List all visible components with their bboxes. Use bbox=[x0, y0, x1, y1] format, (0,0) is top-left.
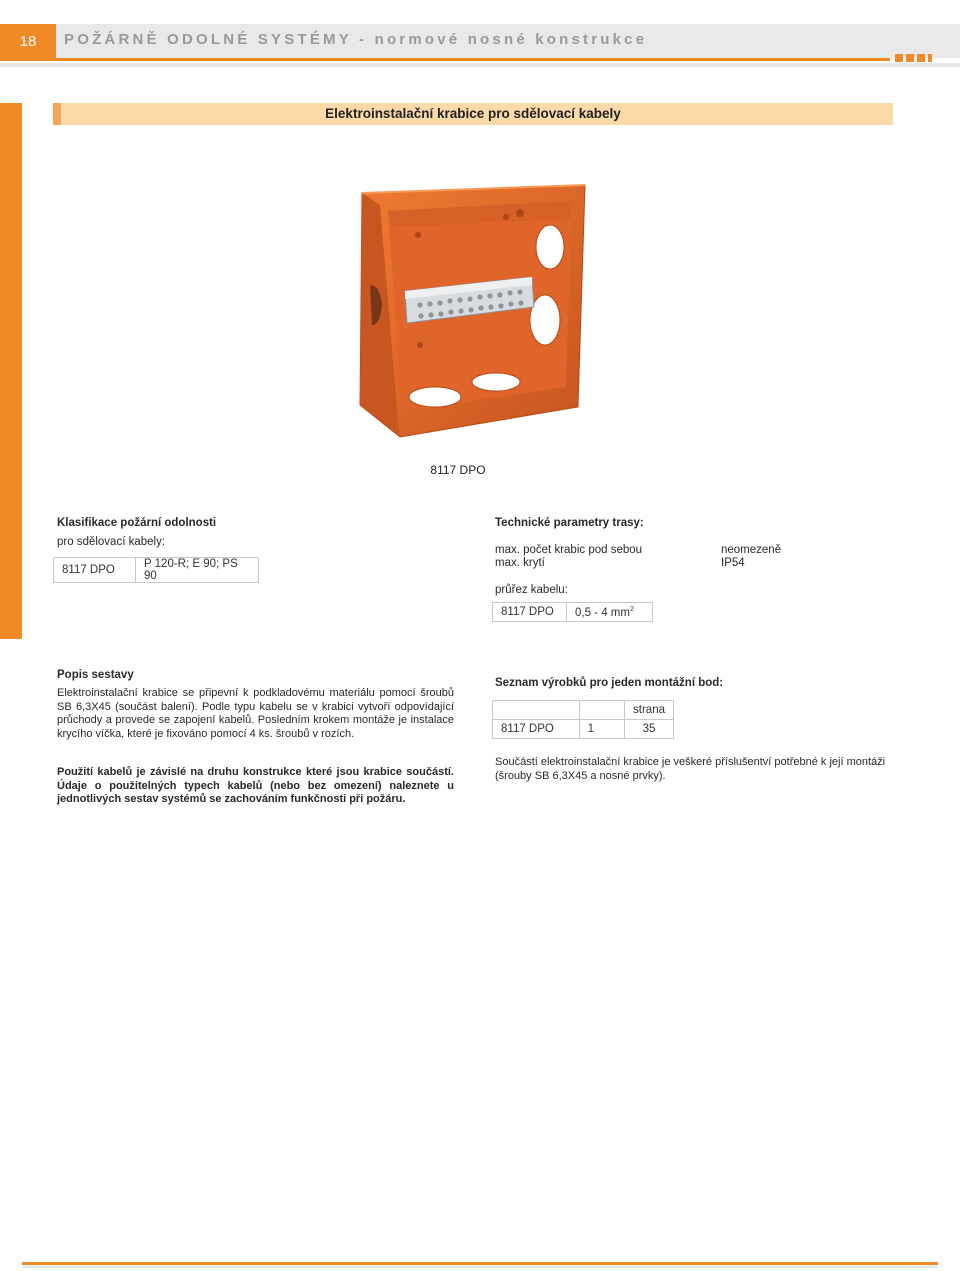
table-row bbox=[493, 603, 653, 622]
fire-class-code: 8117 DPO bbox=[54, 558, 136, 583]
cross-section-value-text: 0,5 - 4 mm bbox=[575, 606, 630, 619]
side-accent-bar bbox=[0, 103, 22, 639]
table-header-row bbox=[493, 701, 674, 720]
header-square bbox=[895, 54, 903, 62]
product-list-note: Součástí elektroinstalační krabice je veškeré příslušentví potřebné k její montáži (šrouby SB 6,3X45 a nosné prvky). bbox=[495, 756, 886, 782]
tech-param-value: neomezeně bbox=[721, 544, 782, 556]
table-row bbox=[54, 558, 259, 583]
cross-section-code: 8117 DPO bbox=[493, 603, 567, 622]
header-square bbox=[928, 54, 932, 62]
header-square bbox=[906, 54, 914, 62]
cross-section-unit-sup: 2 bbox=[629, 605, 634, 613]
fire-class-heading: Klasifikace požární odolnosti bbox=[57, 517, 217, 529]
product-caption: 8117 DPO bbox=[430, 463, 486, 477]
cross-section-table bbox=[492, 602, 653, 622]
product-qty: 1 bbox=[579, 720, 624, 739]
fire-class-value: P 120-R; E 90; PS 90 bbox=[136, 558, 259, 583]
footer-divider bbox=[22, 1262, 938, 1265]
header-cell-empty bbox=[579, 701, 624, 720]
product-code: 8117 DPO bbox=[493, 720, 580, 739]
fire-class-subheading: pro sdělovací kabely: bbox=[57, 536, 166, 548]
table-row bbox=[493, 720, 674, 739]
footer-underline bbox=[22, 1266, 938, 1268]
product-list-table bbox=[492, 700, 674, 739]
product-list-heading: Seznam výrobků pro jeden montážní bod: bbox=[495, 677, 724, 689]
cross-section-label: průřez kabelu: bbox=[495, 584, 568, 596]
page-number: 18 bbox=[0, 24, 56, 58]
description-text: Elektroinstalační krabice se připevní k podkladovému materiálu pomocí šroubů SB 6,3X45 (součást balení). Podle typu kabelu se v krabici vytvoří odpovídající průchody a provede se zapojení kabelů. Posledním krokem montáže je instalace krycího víčka, které je fixováno pomocí 4 ks. šroubů v rozích. bbox=[57, 687, 454, 740]
cross-section-value bbox=[567, 603, 653, 622]
product-page: 35 bbox=[625, 720, 674, 739]
tech-param-value: IP54 bbox=[721, 557, 745, 569]
header-square bbox=[917, 54, 925, 62]
tech-param-label: max. počet krabic pod sebou bbox=[495, 544, 643, 556]
header-cell-empty bbox=[493, 701, 580, 720]
header-divider bbox=[0, 58, 890, 61]
header-underline bbox=[0, 63, 960, 67]
tech-param-label: max. krytí bbox=[495, 557, 545, 569]
header-title: POŽÁRNĚ ODOLNÉ SYSTÉMY - normové nosné konstrukce bbox=[64, 31, 648, 48]
header-cell-page: strana bbox=[625, 701, 674, 720]
section-title: Elektroinstalační krabice pro sdělovací kabely bbox=[325, 106, 621, 121]
usage-note: Použití kabelů je závislé na druhu konstrukce které jsou krabice součástí. Údaje o použitelných typech kabelů (nebo bez omezení) naleznete u jednotlivých sestav systémů se zachováním funkčnosti při požáru. bbox=[57, 766, 454, 805]
description-heading: Popis sestavy bbox=[57, 669, 134, 681]
tech-heading: Technické parametry trasy: bbox=[495, 517, 644, 529]
junction-box-image bbox=[340, 175, 610, 445]
fire-class-table bbox=[53, 557, 259, 583]
